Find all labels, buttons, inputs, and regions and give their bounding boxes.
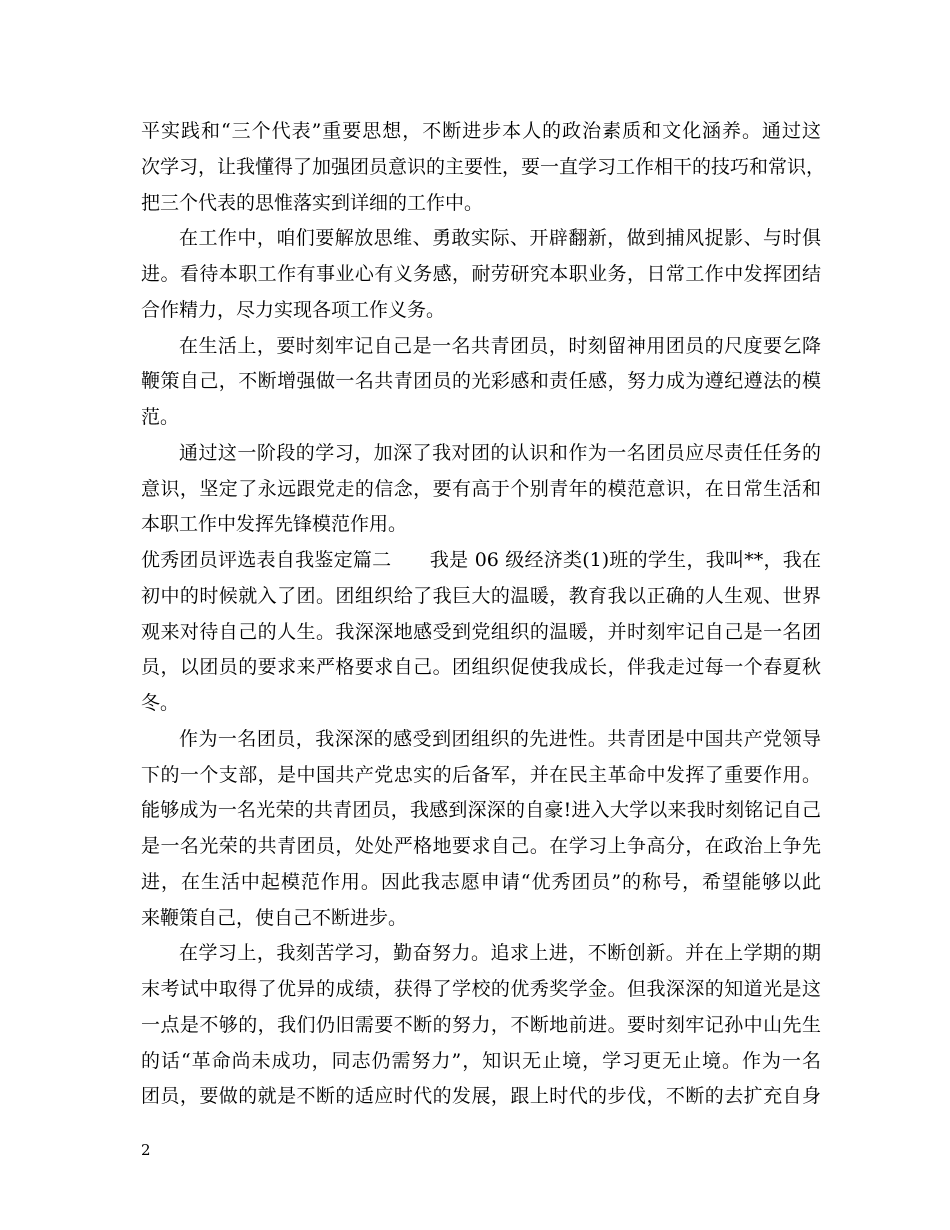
- text-line: 在生活上，要时刻牢记自己是一名共青团员，时刻留神用团员的尺度要乞降: [179, 334, 821, 357]
- text-line: 进。看待本职工作有事业心有义务感，耐劳研究本职业务，日常工作中发挥团结: [141, 263, 821, 285]
- text-line: 平实践和“三个代表”重要思想，不断进步本人的政治素质和文化涵养。通过这: [141, 120, 821, 142]
- text-line: 能够成为一名光荣的共青团员，我感到深深的自豪!进入大学以来我时刻铭记自己: [141, 799, 821, 822]
- text-line: 鞭策自己，不断增强做一名共青团员的光彩感和责任感，努力成为遵纪遵法的模: [141, 370, 821, 393]
- text-line: 合作精力，尽力实现各项工作义务。: [141, 298, 446, 321]
- text-line: 范。: [141, 406, 180, 428]
- text-line: 是一名光荣的共青团员，处处严格地要求自己。在学习上争高分，在政治上争先: [141, 835, 821, 857]
- text-line: 通过这一阶段的学习，加深了我对团的认识和作为一名团员应尽责任任务的: [179, 441, 821, 464]
- text-line: 末考试中取得了优异的成绩，获得了学校的优秀奖学金。但我深深的知道光是这: [141, 978, 821, 1000]
- text-line: 来鞭策自己，使自己不断进步。: [141, 906, 408, 929]
- text-line: 初中的时候就入了团。团组织给了我巨大的温暖，教育我以正确的人生观、世界: [141, 584, 821, 607]
- text-line: 员，以团员的要求来严格要求自己。团组织促使我成长，伴我走过每一个春夏秋: [141, 656, 821, 679]
- text-line: 作为一名团员，我深深的感受到团组织的先进性。共青团是中国共产党领导: [179, 727, 821, 750]
- text-line: 进，在生活中起模范作用。因此我志愿申请“优秀团员”的称号，希望能够以此: [141, 870, 821, 893]
- text-line: 冬。: [141, 692, 180, 714]
- text-line: 优秀团员评选表自我鉴定篇二 我是 06 级经济类(1)班的学生，我叫**，我在: [141, 549, 821, 571]
- text-line: 在学习上，我刻苦学习，勤奋努力。追求上进，不断创新。并在上学期的期: [179, 942, 821, 965]
- text-line: 意识，坚定了永远跟党走的信念，要有高于个别青年的模范意识，在日常生活和: [141, 477, 821, 500]
- page-number: 2: [141, 1141, 151, 1159]
- text-line: 一点是不够的，我们仍旧需要不断的努力，不断地前进。要时刻牢记孙中山先生: [141, 1013, 821, 1036]
- text-line: 把三个代表的思惟落实到详细的工作中。: [141, 191, 484, 214]
- text-line: 的话“革命尚未成功，同志仍需努力”，知识无止境，学习更无止境。作为一名: [141, 1049, 821, 1072]
- text-line: 团员，要做的就是不断的适应时代的发展，跟上时代的步伐，不断的去扩充自身: [141, 1085, 821, 1108]
- text-line: 下的一个支部，是中国共产党忠实的后备军，并在民主革命中发挥了重要作用。: [141, 763, 821, 786]
- text-line: 观来对待自己的人生。我深深地感受到党组织的温暖，并时刻牢记自己是一名团: [141, 620, 821, 643]
- text-line: 在工作中，咱们要解放思维、勇敢实际、开辟翻新，做到捕风捉影、与时俱: [179, 227, 821, 250]
- text-line: 次学习，让我懂得了加强团员意识的主要性，要一直学习工作相干的技巧和常识，: [141, 155, 826, 178]
- text-line: 本职工作中发挥先锋模范作用。: [141, 513, 408, 536]
